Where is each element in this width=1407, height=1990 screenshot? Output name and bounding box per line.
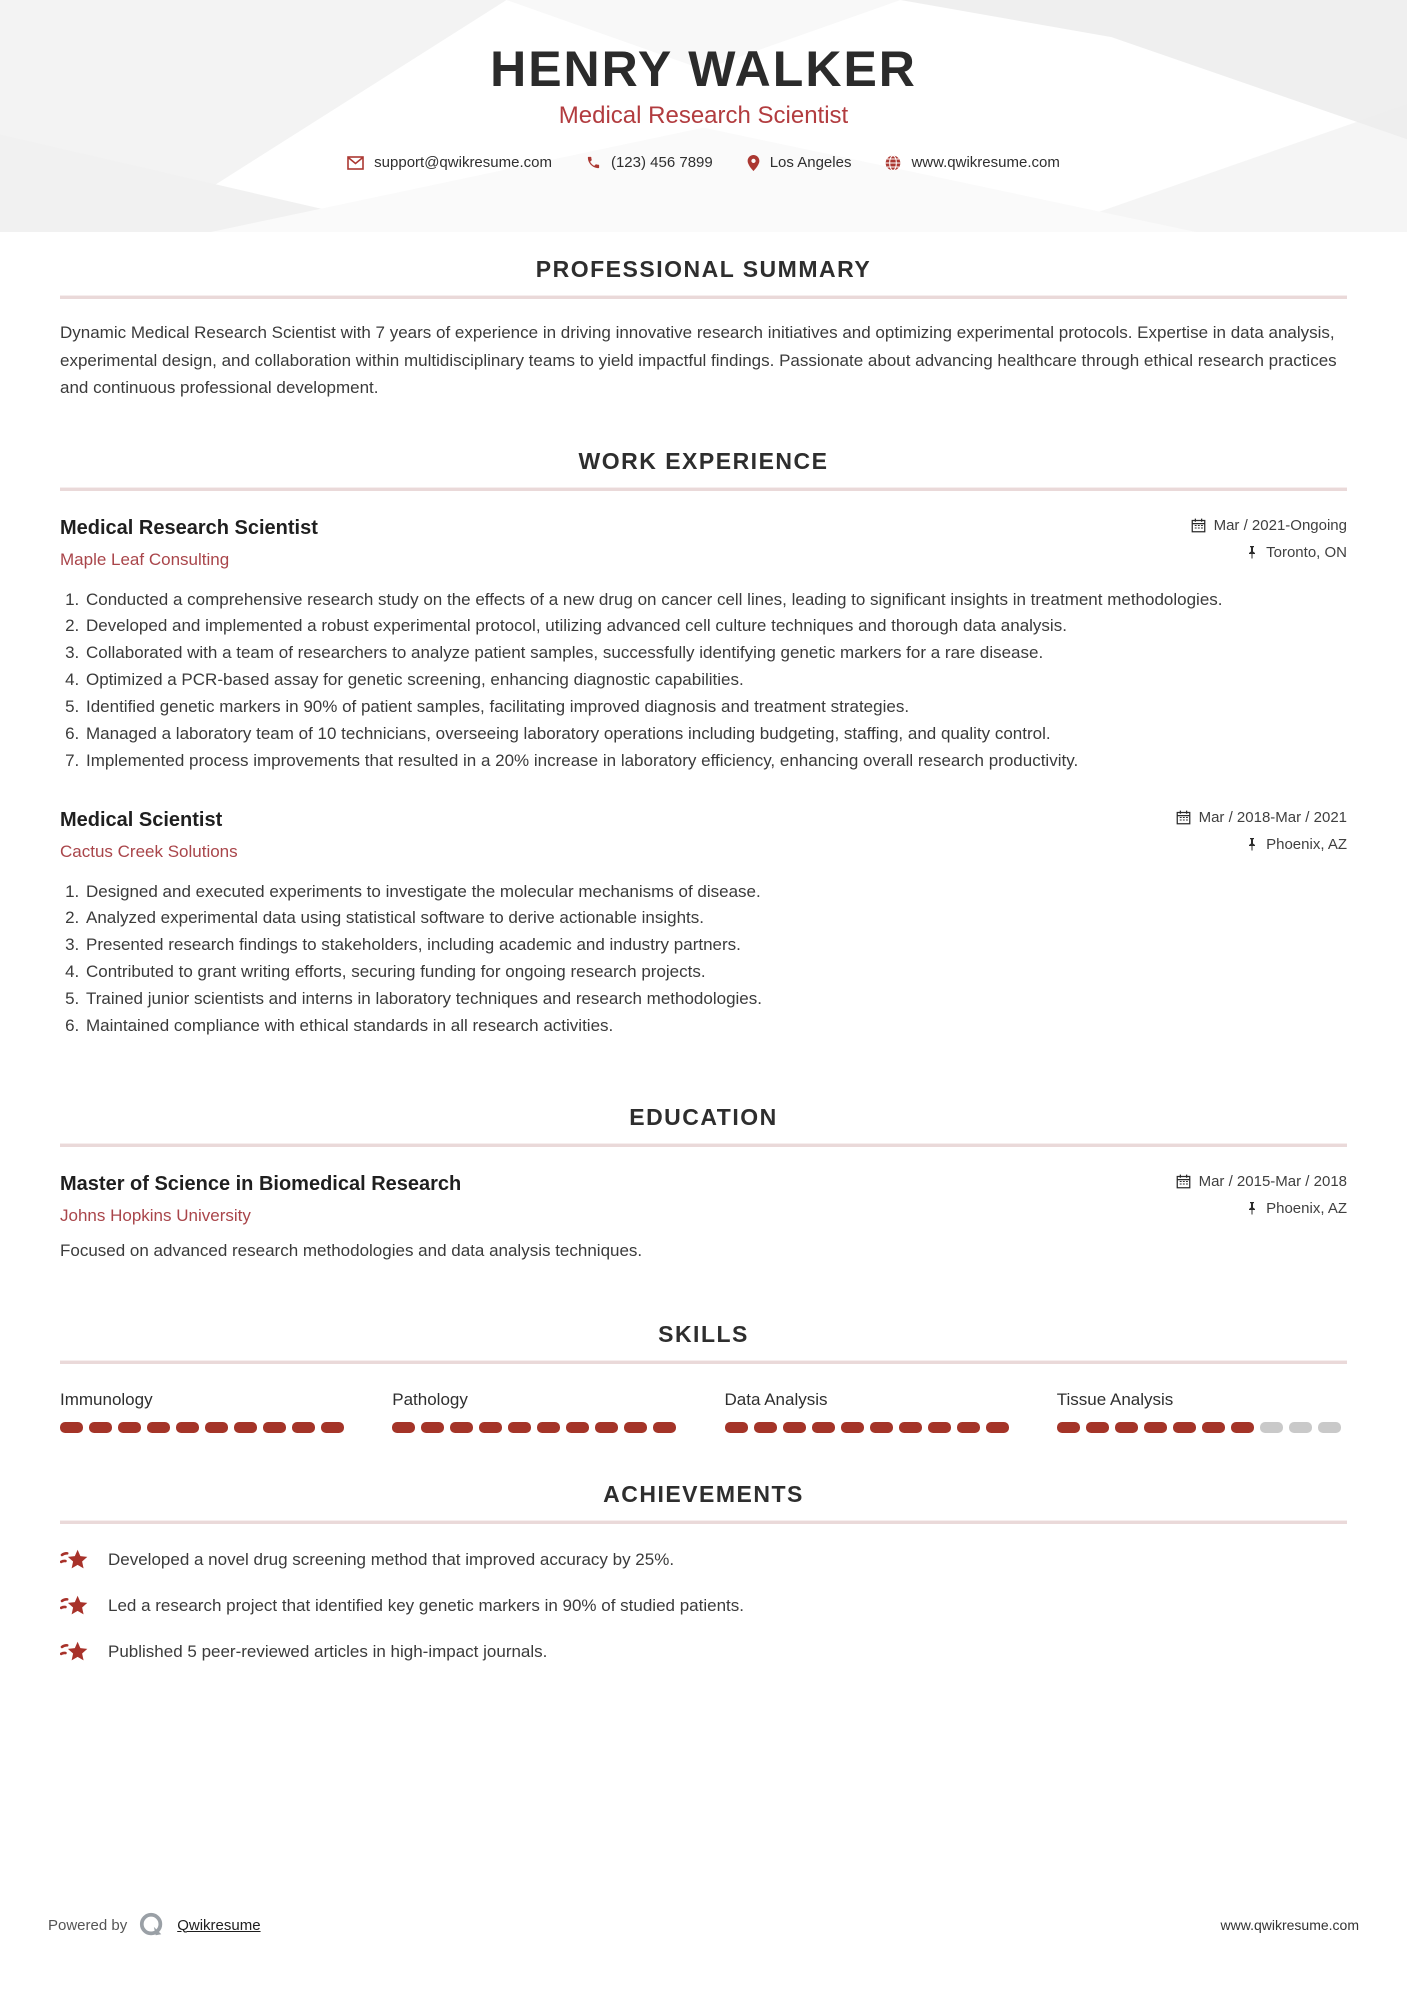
section-divider xyxy=(60,487,1347,491)
skill-level-segment xyxy=(566,1422,589,1433)
contact-location xyxy=(737,154,862,171)
job-bullet-list xyxy=(60,587,1347,775)
section-divider xyxy=(60,1520,1347,1524)
job-company: Cactus Creek Solutions xyxy=(60,841,238,861)
skill-item xyxy=(725,1390,1015,1433)
skill-name: Pathology xyxy=(392,1389,468,1409)
achievement-list xyxy=(60,1550,1347,1666)
job-dates xyxy=(1176,809,1347,826)
pushpin-icon xyxy=(1246,545,1258,559)
skill-level-segment xyxy=(479,1422,502,1433)
skill-level-bar xyxy=(392,1422,682,1433)
job-title: Medical Scientist xyxy=(60,808,223,831)
job-location-text: Toronto, ON xyxy=(1266,543,1347,561)
skill-item xyxy=(1057,1390,1347,1433)
skill-level-segment xyxy=(783,1422,806,1433)
job-bullet: 3. Collaborated with a team of researchers to analyze patient samples, successfully identifying genetic markers for a rare disease. xyxy=(84,640,1347,667)
skill-level-segment xyxy=(321,1422,344,1433)
header xyxy=(0,0,1407,232)
skill-level-segment xyxy=(1289,1422,1312,1433)
section-skills xyxy=(60,1321,1347,1433)
pushpin-icon xyxy=(1246,837,1258,851)
job-location-text: Phoenix, AZ xyxy=(1266,835,1347,853)
section-education xyxy=(60,1104,1347,1261)
skill-name: Data Analysis xyxy=(724,1389,828,1409)
education-entry xyxy=(60,1173,1347,1261)
skill-level-segment xyxy=(653,1422,676,1433)
skill-level-bar xyxy=(725,1422,1015,1433)
job-location xyxy=(1191,544,1347,561)
skill-level-bar xyxy=(1057,1422,1347,1433)
skill-level-segment xyxy=(508,1422,531,1433)
section-heading-work: WORK EXPERIENCE xyxy=(578,447,829,474)
skill-name: Immunology xyxy=(60,1389,153,1409)
skill-level-segment xyxy=(1086,1422,1109,1433)
section-divider xyxy=(60,1360,1347,1364)
skill-item xyxy=(392,1390,682,1433)
degree-title: Master of Science in Biomedical Research xyxy=(60,1172,462,1195)
skill-level-segment xyxy=(60,1422,83,1433)
qwikresume-link[interactable]: Qwikresume xyxy=(177,1916,261,1934)
job-entry xyxy=(60,517,1347,775)
skill-level-segment xyxy=(754,1422,777,1433)
footer-website: www.qwikresume.com xyxy=(1220,1917,1359,1933)
skill-level-segment xyxy=(928,1422,951,1433)
pushpin-icon xyxy=(1246,1201,1258,1215)
calendar-icon xyxy=(1176,1174,1191,1189)
job-bullet: 6. Managed a laboratory team of 10 technicians, overseeing laboratory operations including budgeting, staffing, and quality control. xyxy=(84,721,1347,748)
achievement-text: Developed a novel drug screening method that improved accuracy by 25%. xyxy=(108,1549,675,1569)
globe-icon xyxy=(885,155,901,171)
section-achievements xyxy=(60,1481,1347,1666)
candidate-job-title: Medical Research Scientist xyxy=(558,102,849,129)
job-bullet: 6. Maintained compliance with ethical standards in all research activities. xyxy=(84,1013,1347,1040)
calendar-icon xyxy=(1176,810,1191,825)
education-location xyxy=(1176,1200,1347,1217)
skill-level-segment xyxy=(392,1422,415,1433)
job-dates-text: Mar / 2018-Mar / 2021 xyxy=(1198,808,1347,826)
skill-level-segment xyxy=(841,1422,864,1433)
skill-level-segment xyxy=(812,1422,835,1433)
skill-level-segment xyxy=(1173,1422,1196,1433)
skill-level-segment xyxy=(118,1422,141,1433)
skill-level-segment xyxy=(147,1422,170,1433)
skill-level-segment xyxy=(1144,1422,1167,1433)
skill-level-segment xyxy=(595,1422,618,1433)
skill-level-segment xyxy=(176,1422,199,1433)
location-text: Los Angeles xyxy=(769,154,852,171)
job-location xyxy=(1176,836,1347,853)
website-link[interactable]: www.qwikresume.com xyxy=(911,154,1060,171)
achievement-text: Led a research project that identified key genetic markers in 90% of studied patients. xyxy=(108,1595,744,1615)
powered-by-label: Powered by xyxy=(48,1916,128,1934)
qwikresume-logo xyxy=(139,1912,165,1938)
achievement-item xyxy=(60,1596,1347,1620)
education-location-text: Phoenix, AZ xyxy=(1266,1199,1347,1217)
education-description: Focused on advanced research methodologies and data analysis techniques. xyxy=(60,1240,643,1260)
skill-item xyxy=(60,1390,350,1433)
achievement-text: Published 5 peer-reviewed articles in high-impact journals. xyxy=(108,1641,548,1661)
job-bullet: 4. Contributed to grant writing efforts, securing funding for ongoing research projects. xyxy=(84,959,1347,986)
job-bullet: 2. Analyzed experimental data using statistical software to derive actionable insights. xyxy=(84,905,1347,932)
section-heading-summary: PROFESSIONAL SUMMARY xyxy=(535,256,872,282)
section-heading-skills: SKILLS xyxy=(658,1320,749,1347)
skill-level-segment xyxy=(1231,1422,1254,1433)
job-bullet: 1. Designed and executed experiments to investigate the molecular mechanisms of disease. xyxy=(84,879,1347,906)
achievement-star-icon xyxy=(60,1640,90,1666)
section-work-experience xyxy=(60,448,1347,1040)
email-link[interactable]: support@qwikresume.com xyxy=(374,154,552,171)
job-bullet: 3. Presented research findings to stakeholders, including academic and industry partners. xyxy=(84,932,1347,959)
skill-level-segment xyxy=(1057,1422,1080,1433)
achievement-star-icon xyxy=(60,1548,90,1574)
calendar-icon xyxy=(1191,518,1206,533)
skill-level-segment xyxy=(450,1422,473,1433)
section-divider xyxy=(60,1143,1347,1147)
skill-level-segment xyxy=(624,1422,647,1433)
achievement-item xyxy=(60,1550,1347,1574)
section-divider xyxy=(60,295,1347,299)
skill-level-segment xyxy=(986,1422,1009,1433)
contact-email xyxy=(337,154,562,171)
education-dates-text: Mar / 2015-Mar / 2018 xyxy=(1198,1172,1347,1190)
contact-bar xyxy=(0,154,1407,171)
skill-level-segment xyxy=(292,1422,315,1433)
achievement-item xyxy=(60,1642,1347,1666)
section-professional-summary xyxy=(60,256,1347,402)
job-bullet: 5. Identified genetic markers in 90% of patient samples, facilitating improved diagnosis and treatment strategies. xyxy=(84,694,1347,721)
job-bullet: 5. Trained junior scientists and interns in laboratory techniques and research methodologies. xyxy=(84,986,1347,1013)
job-dates xyxy=(1191,517,1347,534)
page-footer xyxy=(48,1912,1359,1938)
job-bullet: 4. Optimized a PCR-based assay for genetic screening, enhancing diagnostic capabilities. xyxy=(84,667,1347,694)
job-title: Medical Research Scientist xyxy=(60,516,318,539)
skill-level-segment xyxy=(899,1422,922,1433)
skill-level-segment xyxy=(957,1422,980,1433)
skill-level-segment xyxy=(205,1422,228,1433)
achievement-star-icon xyxy=(60,1594,90,1620)
resume-body xyxy=(0,256,1407,1666)
skill-level-segment xyxy=(263,1422,286,1433)
phone-link[interactable]: (123) 456 7899 xyxy=(610,154,713,171)
skill-level-segment xyxy=(725,1422,748,1433)
job-dates-text: Mar / 2021-Ongoing xyxy=(1213,516,1347,534)
section-heading-achievements: ACHIEVEMENTS xyxy=(603,1480,804,1507)
skill-level-segment xyxy=(537,1422,560,1433)
skill-level-segment xyxy=(234,1422,257,1433)
job-bullet: 7. Implemented process improvements that resulted in a 20% increase in laboratory efficiency, enhancing overall research productivity. xyxy=(84,748,1347,775)
job-bullet-list xyxy=(60,879,1347,1040)
school-name: Johns Hopkins University xyxy=(60,1205,251,1225)
education-dates xyxy=(1176,1173,1347,1190)
email-icon xyxy=(347,156,364,170)
skill-name: Tissue Analysis xyxy=(1056,1389,1174,1409)
skill-level-segment xyxy=(421,1422,444,1433)
skills-grid xyxy=(60,1390,1347,1433)
job-bullet: 1. Conducted a comprehensive research study on the effects of a new drug on cancer cell lines, leading to significant insights in treatment methodologies. xyxy=(84,587,1347,614)
contact-website xyxy=(875,154,1069,171)
skill-level-segment xyxy=(89,1422,112,1433)
contact-phone xyxy=(576,154,723,171)
job-bullet: 2. Developed and implemented a robust experimental protocol, utilizing advanced cell culture techniques and thorough data analysis. xyxy=(84,613,1347,640)
skill-level-bar xyxy=(60,1422,350,1433)
job-entry xyxy=(60,809,1347,1040)
skill-level-segment xyxy=(1115,1422,1138,1433)
job-company: Maple Leaf Consulting xyxy=(60,549,230,569)
location-pin-icon xyxy=(747,155,760,171)
summary-text: Dynamic Medical Research Scientist with 7 years of experience in driving innovative research initiatives and optimizing experimental protocols. Expertise in data analysis, experimental design, and collaboration within multidisciplinary teams to yield impactful findings. Passionate about advancing healthcare through ethical research practices and continuous professional development. xyxy=(60,323,1337,398)
section-heading-education: EDUCATION xyxy=(629,1103,778,1130)
phone-icon xyxy=(586,155,601,170)
skill-level-segment xyxy=(1260,1422,1283,1433)
skill-level-segment xyxy=(870,1422,893,1433)
skill-level-segment xyxy=(1318,1422,1341,1433)
skill-level-segment xyxy=(1202,1422,1225,1433)
candidate-name: HENRY WALKER xyxy=(490,41,917,97)
